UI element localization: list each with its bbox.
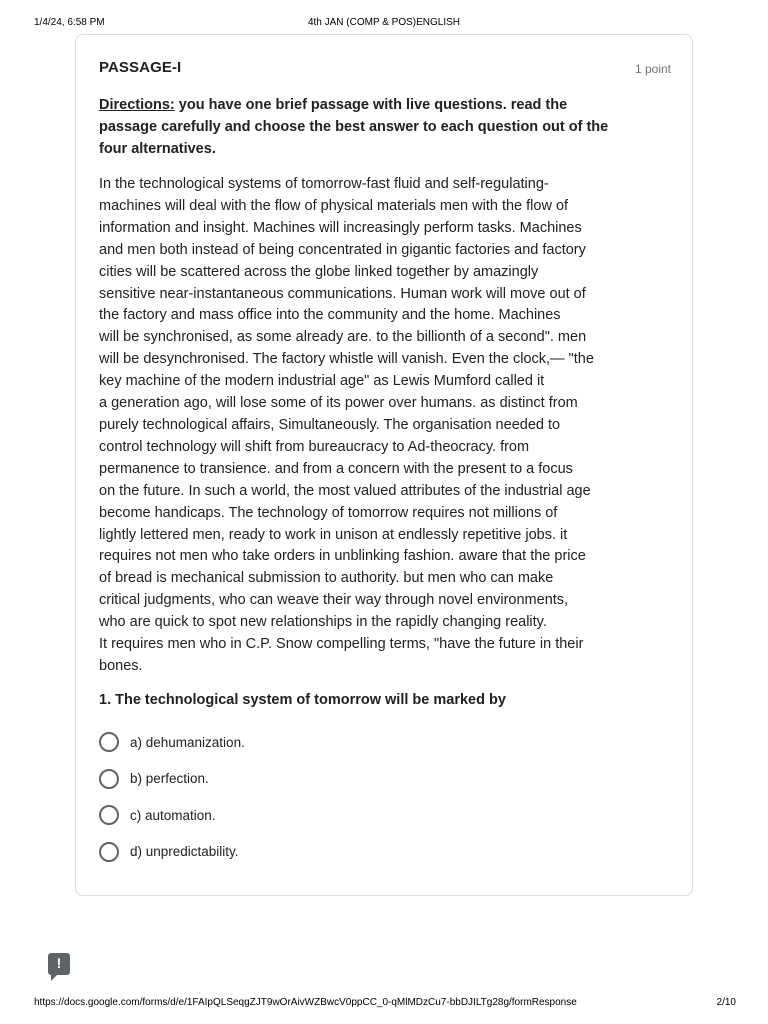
passage-line: critical judgments, who can weave their way through novel environments, (99, 592, 569, 609)
directions-text: you have one brief passage with live questions. read the passage carefully and choose the best answer to each question out of the four alternatives. (99, 97, 609, 157)
answer-option[interactable] (99, 797, 629, 834)
document-title: 4th JAN (COMP & POS)ENGLISH (307, 17, 461, 28)
passage-line: key machine of the modern industrial age" as Lewis Mumford called it (99, 373, 545, 390)
passage-line: control technology will shift from bureaucracy to Ad-theocracy. from (99, 438, 530, 455)
passage-line: will be desynchronised. The factory whistle will vanish. Even the clock,— "the (99, 351, 594, 368)
answer-options (99, 724, 629, 870)
option-label: d) unpredictability. (130, 844, 239, 860)
passage-line: who are quick to spot new relationships in the rapidly changing reality. (99, 614, 547, 631)
passage-line: on the future. In such a world, the most valued attributes of the industrial age (99, 482, 591, 499)
answer-option[interactable] (99, 760, 629, 797)
passage-line: requires not men who take orders in unblinking fashion. aware that the price (99, 548, 586, 565)
passage-line: In the technological systems of tomorrow-fast fluid and self-regulating- (99, 176, 549, 192)
passage-line: a generation ago, will lose some of its power over humans. as distinct from (99, 395, 578, 412)
passage-line: It requires men who in C.P. Snow compelling terms, "have the future in their (99, 636, 584, 653)
passage-line: information and insight. Machines will increasingly perform tasks. Machines (99, 219, 582, 236)
answer-option[interactable] (99, 724, 629, 761)
passage-line: machines will deal with the flow of physical materials men with the flow of (99, 197, 569, 214)
question-card (75, 34, 693, 896)
question-text: 1. The technological system of tomorrow will be marked by (99, 691, 506, 708)
print-footer (0, 994, 768, 1014)
passage-line: cities will be scattered across the globe linked together by amazingly (99, 263, 539, 280)
radio-button[interactable] (99, 769, 119, 789)
passage-line: sensitive near-instantaneous communications. Human work will move out of (99, 285, 586, 302)
passage-line: of bread is mechanical submission to authority. but men who can make (99, 570, 554, 587)
print-date: 1/4/24, 6:58 PM (34, 17, 105, 28)
page-url: https://docs.google.com/forms/d/e/1FAIpQLSeqgZJT9wOrAivWZBwcV0ppCC_0-qMlMDzCu7-bbDJILTg28g/formResponse (34, 997, 577, 1008)
points-badge: 1 point (634, 62, 671, 76)
question-header (99, 59, 671, 76)
passage-line: become handicaps. The technology of tomorrow requires not millions of (99, 504, 558, 521)
feedback-icon: ! (56, 955, 62, 971)
passage-text (99, 174, 629, 678)
radio-button[interactable] (99, 805, 119, 825)
radio-button[interactable] (99, 842, 119, 862)
option-label: a) dehumanization. (130, 734, 245, 750)
radio-button[interactable] (99, 732, 119, 752)
passage-title: PASSAGE-I (99, 59, 182, 76)
page-number: 2/10 (716, 997, 736, 1008)
passage-line: bones. (99, 657, 143, 674)
directions-label: Directions: (99, 97, 175, 113)
passage-line: permanence to transience. and from a concern with the present to a focus (99, 460, 573, 477)
passage-line: purely technological affairs, Simultaneously. The organisation needed to (99, 416, 561, 433)
answer-option[interactable] (99, 833, 629, 870)
passage-line: and men both instead of being concentrated in gigantic factories and factory (99, 241, 586, 258)
option-label: b) perfection. (130, 771, 209, 787)
directions (99, 94, 629, 160)
passage-line: lightly lettered men, ready to work in unison at endlessly repetitive jobs. it (99, 526, 568, 543)
passage-line: the factory and mass office into the community and the home. Machines (99, 307, 561, 324)
passage-line: will be synchronised, as some already are. to the billionth of a second". men (99, 329, 587, 346)
option-label: c) automation. (130, 807, 216, 823)
feedback-button[interactable] (48, 953, 70, 975)
